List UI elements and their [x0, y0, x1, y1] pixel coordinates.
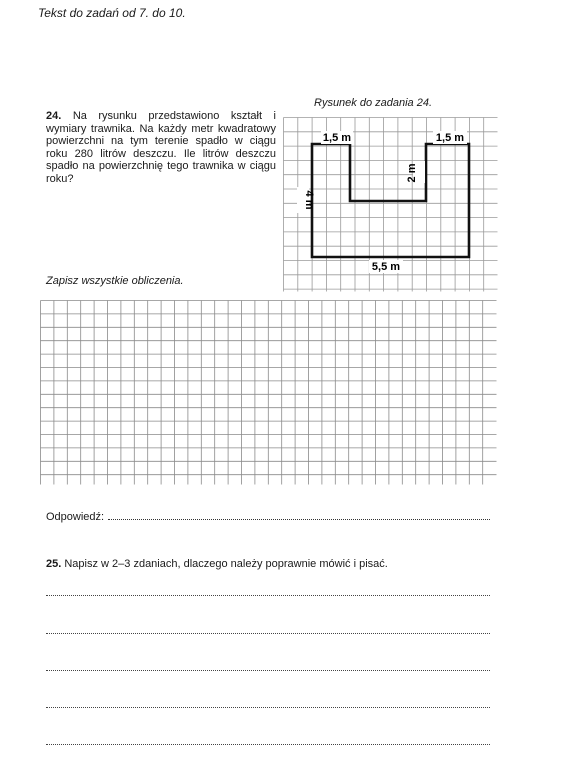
- answer-row: [46, 510, 490, 523]
- calculations-instruction: Zapisz wszystkie obliczenia.: [46, 275, 184, 287]
- lawn-outline: [312, 144, 469, 257]
- task-25-text: [46, 558, 388, 570]
- task-25-content: Napisz w 2–3 zdaniach, dlaczego należy poprawnie mówić i pisać.: [64, 558, 388, 570]
- label-bottom: 5,5 m: [371, 261, 401, 273]
- task-24-content: Na rysunku przedstawiono kształt i wymiary trawnika. Na każdy metr kwadratowy powierzchni na tym terenie spadło w ciągu roku 280 litrów deszczu. Ile litrów deszczu spadło na powierzchnię tego trawnika w ciągu roku?: [46, 110, 276, 185]
- label-notch-depth: 2 m: [406, 163, 418, 183]
- calculation-grid[interactable]: [40, 300, 497, 486]
- figure-caption: Rysunek do zadania 24.: [314, 97, 433, 109]
- answer-line-3[interactable]: [46, 670, 490, 671]
- task-25-number: 25.: [46, 558, 62, 570]
- answer-line-5[interactable]: [46, 744, 490, 745]
- answer-line-4[interactable]: [46, 707, 490, 708]
- answer-line[interactable]: [108, 510, 490, 520]
- answer-label: Odpowiedź:: [46, 511, 105, 523]
- task-24-number: 24.: [46, 110, 62, 122]
- label-top-left: 1,5 m: [322, 132, 352, 144]
- page-header: Tekst do zadań od 7. do 10.: [38, 6, 186, 20]
- task-24-text: [46, 110, 276, 186]
- lawn-figure: [283, 117, 499, 293]
- answer-line-2[interactable]: [46, 633, 490, 634]
- label-top-right: 1,5 m: [435, 132, 465, 144]
- label-left-side: 4 m: [303, 190, 315, 210]
- answer-line-1[interactable]: [46, 595, 490, 596]
